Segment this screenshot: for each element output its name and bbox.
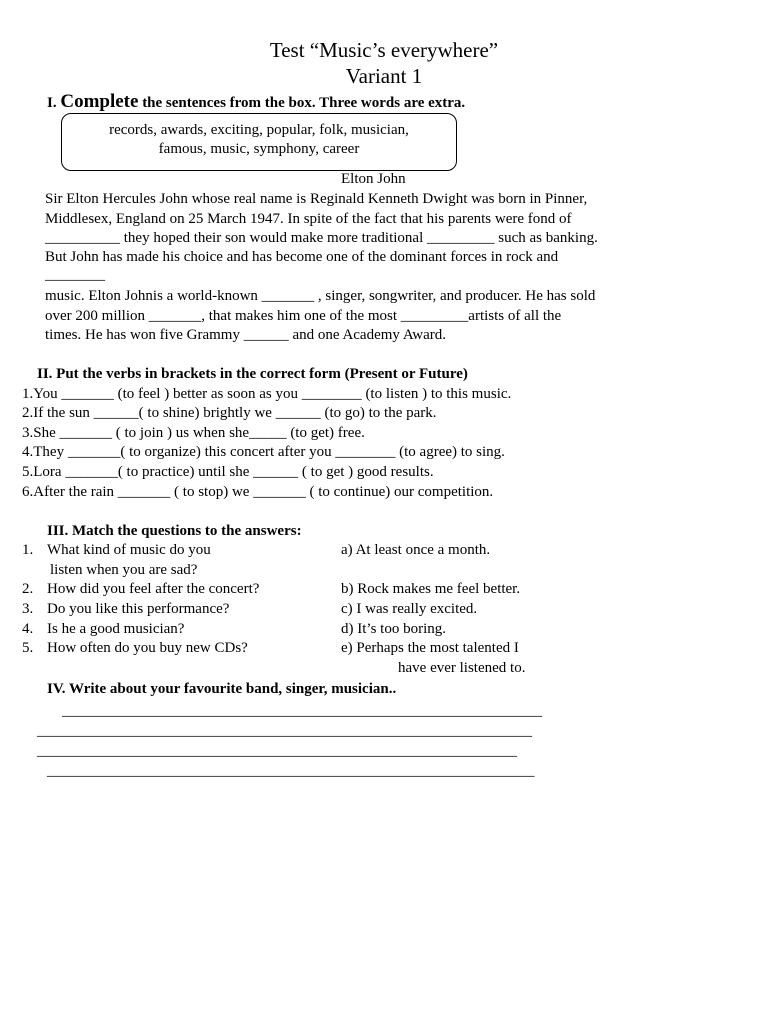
paragraph-line: times. He has won five Grammy ______ and one Academy Award. — [45, 327, 447, 343]
question-number: 2. — [22, 581, 34, 597]
writing-line: __________________________________________________________________ — [37, 723, 532, 739]
question-text: How did you feel after the concert? — [47, 581, 260, 597]
section4-heading: IV. Write about your favourite band, singer, musician.. — [47, 681, 397, 697]
variant-label: Variant 1 — [345, 64, 423, 88]
paragraph-line: But John has made his choice and has become one of the dominant forces in rock and — [45, 249, 559, 265]
paragraph-line: ________ — [45, 267, 105, 283]
writing-line: ________________________________________________________________ — [37, 743, 517, 759]
text-title: Elton John — [341, 171, 406, 187]
answer-text: c) I was really excited. — [341, 601, 478, 617]
page-title: Test “Music’s everywhere” — [269, 38, 499, 62]
paragraph-line: over 200 million _______, that makes him one of the most _________artists of all the — [45, 308, 562, 324]
paragraph-line: music. Elton Johnis a world-known _______ , singer, songwriter, and producer. He has sold — [45, 288, 596, 304]
answer-text: e) Perhaps the most talented I — [341, 640, 519, 656]
answer-text: a) At least once a month. — [341, 542, 491, 558]
paragraph-line: __________ they hoped their son would make more traditional _________ such as banking. — [45, 230, 598, 246]
question-text: How often do you buy new CDs? — [47, 640, 248, 656]
verb-exercise-item: 3.She _______ ( to join ) us when she_____ (to get) free. — [22, 425, 365, 441]
paragraph-line: Middlesex, England on 25 March 1947. In spite of the fact that his parents were fond of — [45, 211, 572, 227]
section3-heading: III. Match the questions to the answers: — [47, 523, 302, 539]
verb-exercise-item: 1.You _______ (to feel ) better as soon as you ________ (to listen ) to this music. — [22, 386, 512, 402]
verb-exercise-item: 6.After the rain _______ ( to stop) we _______ ( to continue) our competition. — [22, 484, 494, 500]
question-text: Do you like this performance? — [47, 601, 230, 617]
question-number: 4. — [22, 621, 34, 637]
section1-heading-num: I. — [47, 95, 61, 111]
question-text: What kind of music do you — [47, 542, 211, 558]
question-text: listen when you are sad? — [50, 562, 198, 578]
section1-heading-word: Complete — [60, 91, 139, 112]
word-box — [61, 113, 457, 171]
question-number: 5. — [22, 640, 34, 656]
answer-text: have ever listened to. — [398, 660, 526, 676]
word-box-line: famous, music, symphony, career — [158, 141, 360, 157]
verb-exercise-item: 5.Lora _______( to practice) until she ______ ( to get ) good results. — [22, 464, 434, 480]
writing-line: _________________________________________________________________ — [47, 763, 535, 779]
question-number: 1. — [22, 542, 34, 558]
answer-text: b) Rock makes me feel better. — [341, 581, 521, 597]
answer-text: d) It’s too boring. — [341, 621, 446, 637]
writing-line: ________________________________________________________________ — [62, 703, 542, 719]
section1-heading-rest: the sentences from the box. Three words are extra. — [138, 95, 466, 111]
section1-heading — [47, 92, 465, 113]
verb-exercise-item: 2.If the sun ______( to shine) brightly we ______ (to go) to the park. — [22, 405, 437, 421]
verb-exercise-item: 4.They _______( to organize) this concert after you ________ (to agree) to sing. — [22, 444, 505, 460]
word-box-line: records, awards, exciting, popular, folk, musician, — [109, 122, 409, 138]
question-number: 3. — [22, 601, 34, 617]
paragraph-line: Sir Elton Hercules John whose real name is Reginald Kenneth Dwight was born in Pinner, — [45, 191, 588, 207]
question-text: Is he a good musician? — [47, 621, 185, 637]
section2-heading: II. Put the verbs in brackets in the correct form (Present or Future) — [37, 366, 468, 382]
